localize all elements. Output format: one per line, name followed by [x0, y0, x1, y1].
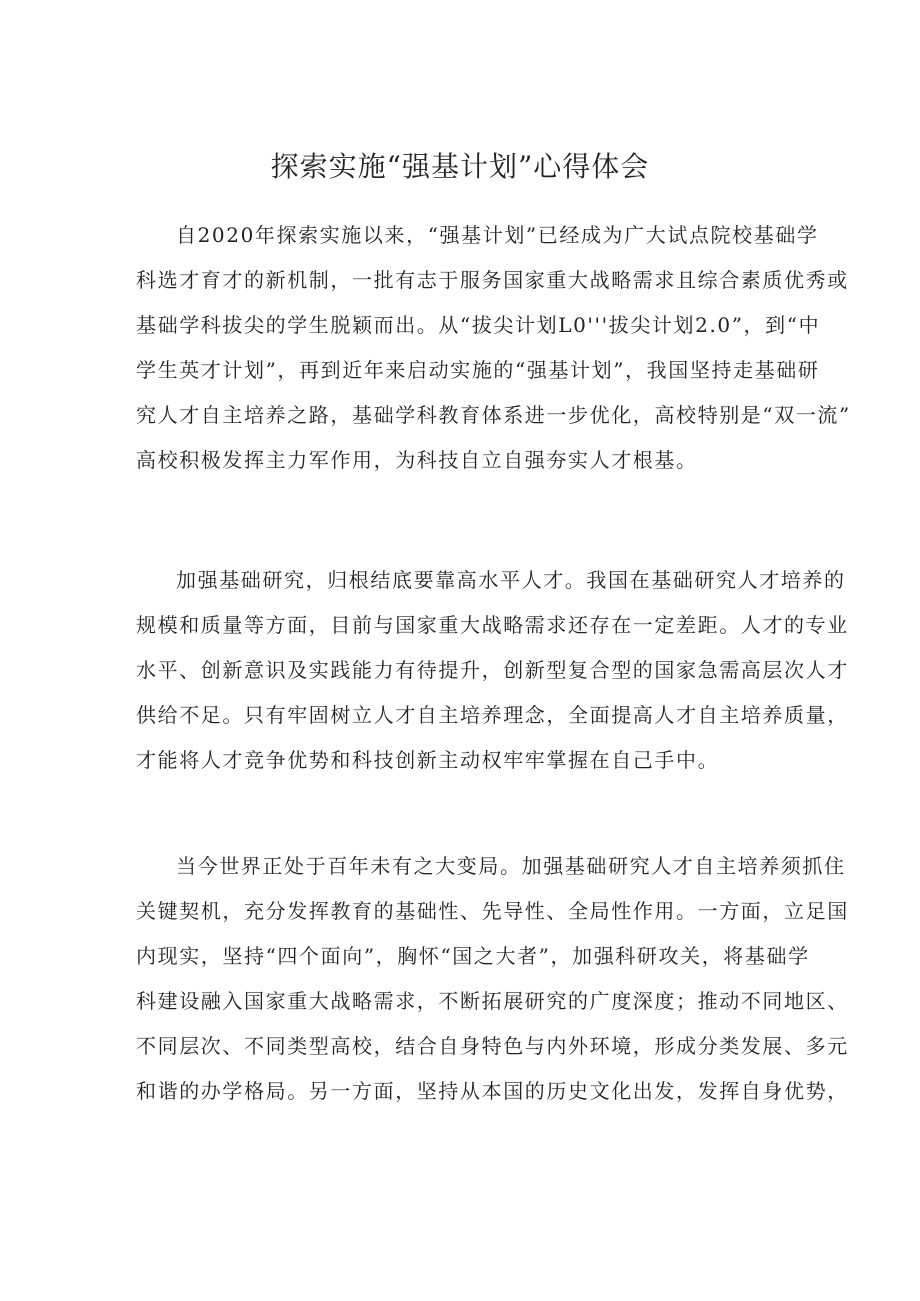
paragraph-line: 自2020年探索实施以来，“强基计划”已经成为广大试点院校基础学: [176, 223, 819, 247]
paragraph-line: 不同层次、不同类型高校，结合自身特色与内外环境，形成分类发展、多元: [136, 1034, 849, 1058]
paragraph-line: 和谐的办学格局。另一方面，坚持从本国的历史文化出发，发挥自身优势，: [136, 1079, 849, 1103]
paragraph-line: 究人才自主培养之路，基础学科教育体系进一步优化，高校特别是“双一流”: [136, 403, 851, 427]
paragraph-3: [136, 844, 849, 1114]
paragraph-line: 供给不足。只有牢固树立人才自主培养理念，全面提高人才自主培养质量，: [136, 703, 849, 727]
paragraph-line: 基础学科拔尖的学生脱颖而出。从“拔尖计划L0'''拔尖计划2.0”，到“中: [136, 313, 821, 337]
paragraph-line: 内现实，坚持“四个面向”，胸怀“国之大者”，加强科研攻关，将基础学: [136, 944, 810, 968]
paragraph-line: 科建设融入国家重大战略需求，不断拓展研究的广度深度；推动不同地区、: [136, 989, 849, 1013]
paragraph-line: 才能将人才竞争优势和科技创新主动权牢牢掌握在自己手中。: [136, 748, 720, 772]
paragraph-line: 水平、创新意识及实践能力有待提升，创新型复合型的国家急需高层次人才: [136, 658, 849, 682]
paragraph-2: [136, 558, 849, 783]
paragraph-1: [136, 213, 851, 483]
paragraph-line: 关键契机，充分发挥教育的基础性、先导性、全局性作用。一方面，立足国: [136, 899, 849, 923]
paragraph-line: 科选才育才的新机制，一批有志于服务国家重大战略需求且综合素质优秀或: [136, 268, 849, 292]
paragraph-line: 加强基础研究，归根结底要靠高水平人才。我国在基础研究人才培养的: [176, 568, 846, 592]
paragraph-line: 规模和质量等方面，目前与国家重大战略需求还存在一定差距。人才的专业: [136, 613, 849, 637]
paragraph-line: 高校积极发挥主力军作用，为科技自立自强夯实人才根基。: [136, 448, 698, 472]
paragraph-line: 学生英才计划”，再到近年来启动实施的“强基计划”，我国坚持走基础研: [136, 358, 820, 382]
paragraph-line: 当今世界正处于百年未有之大变局。加强基础研究人才自主培养须抓住: [176, 854, 846, 878]
document-title: 探索实施“强基计划”心得体会: [270, 150, 650, 183]
